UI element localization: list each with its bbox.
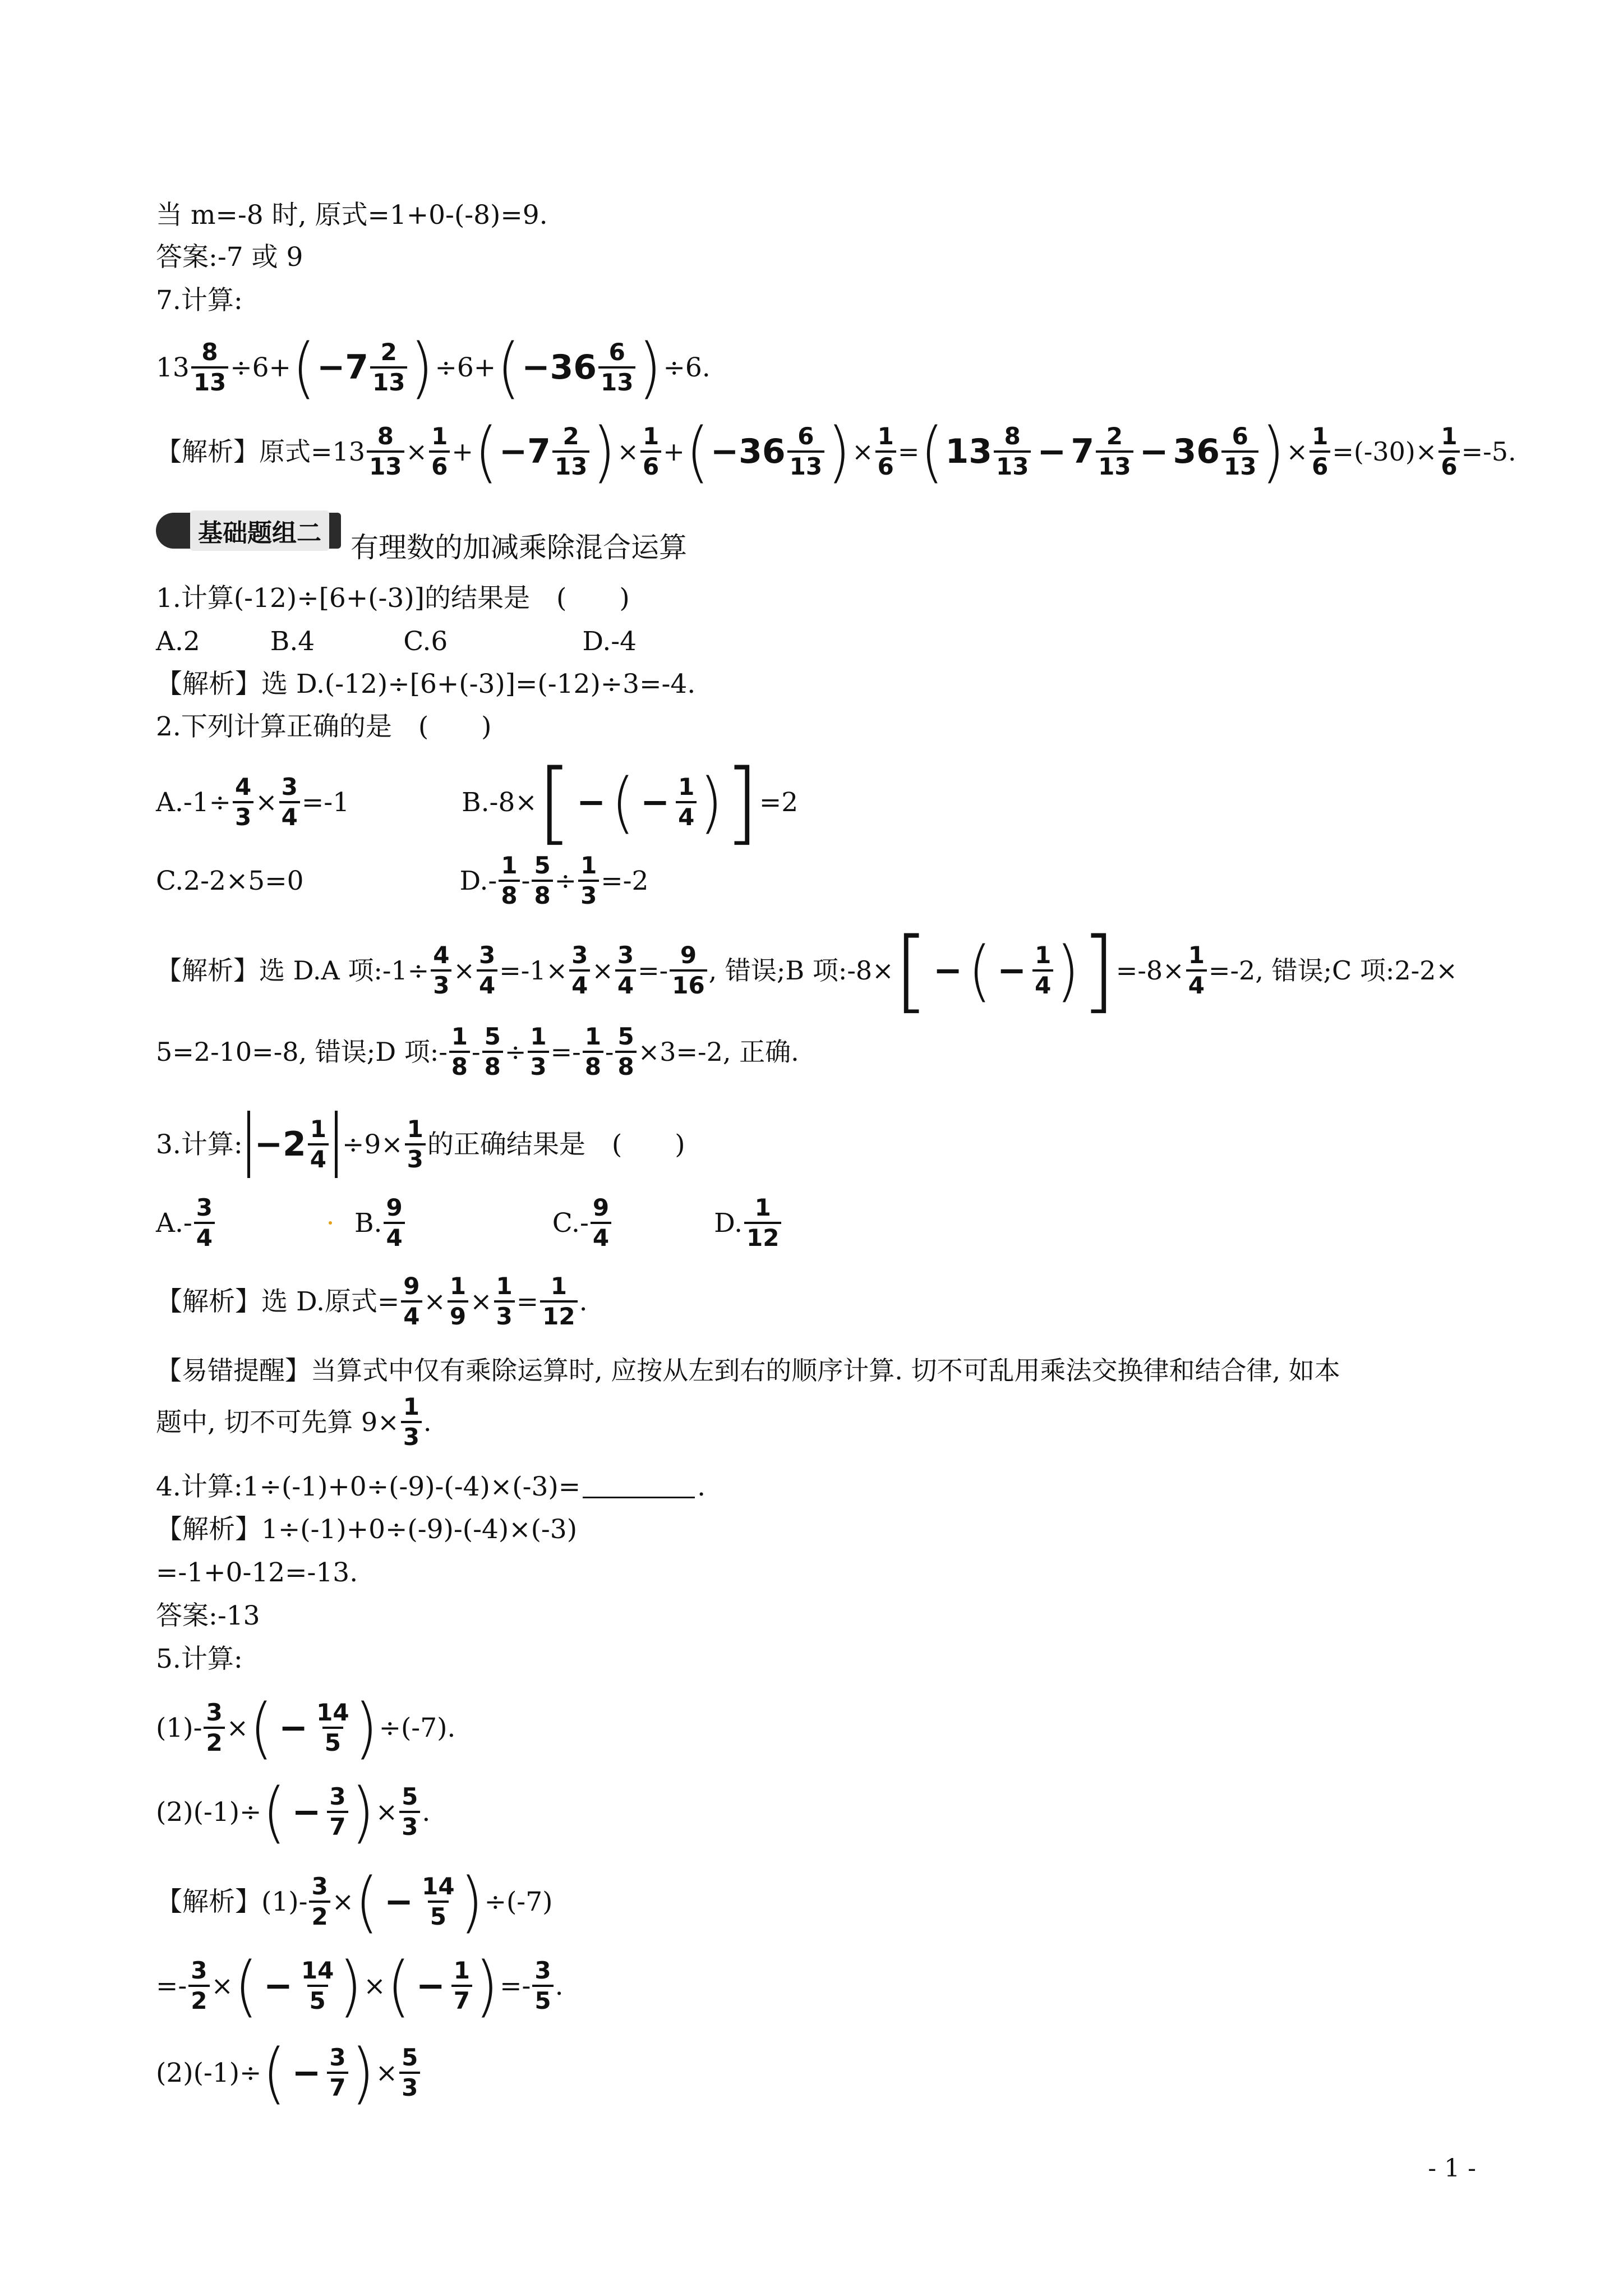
q4-answer-1: 【解析】1÷(-1)+0÷(-9)-(-4)×(-3) <box>156 1514 578 1545</box>
q3-stem: 3.计算: −2 $\frac{1}{4}$ ÷9× $\frac{1}{3}$ 的正确结果是 ( ) <box>156 1105 1477 1184</box>
q1-answer: 【解析】选 D.(-12)÷[6+(-3)]=(-12)÷3=-4. <box>156 669 696 700</box>
q1-stem: 1.计算(-12)÷[6+(-3)]的结果是 ( ) <box>156 583 630 614</box>
q2-answer-2: 5=2-10=-8, 错误;D 项:- $\frac{1}{8}$ - $\frac{5}{8}$ ÷ $\frac{1}{3}$ =- $\frac{1}{8}$ - $\frac{5}{8}$ ×3=-2, 正确. <box>156 1023 799 1080</box>
page-number: - 1 - <box>1428 2154 1476 2183</box>
q1-options: A.2 B.4 C.6 D.-4 <box>156 626 637 657</box>
q3-tip-1: 【易错提醒】当算式中仅有乘除运算时, 应按从左到右的顺序计算. 切不可乱用乘法交换律和结合律, 如本 <box>156 1355 1340 1386</box>
q7-expression: 13 $\frac{8}{13}$ ÷6+ ( −7 $\frac{2}{13}$ ) ÷6+ ( −36 $\frac{6}{13}$ ) ÷6. <box>156 329 711 406</box>
section-tag: 基础题组二 <box>156 513 341 549</box>
q2-answer-1: 【解析】选 D.A 项:-1÷ $\frac{4}{3}$ × $\frac{3}{4}$ =-1× $\frac{3}{4}$ × $\frac{3}{4}$ =- $\frac{9}{16}$ , 错误;B 项:-8× [ − ( − $\frac{1}{4}$ ) ] =-8× $\frac{1}{4}$ =-2, 错误;C 项:2-2× <box>156 918 1458 1023</box>
q3-answer: 【解析】选 D.原式= $\frac{9}{4}$ × $\frac{1}{9}$ × $\frac{1}{3}$ = $\frac{1}{12}$ . <box>156 1272 588 1330</box>
q5-answer-1: 【解析】(1)- $\frac{3}{2}$ × ( − $\frac{14}{5}$ ) ÷(-7) <box>156 1863 553 1940</box>
text-line: 当 m=-8 时, 原式=1+0-(-8)=9. <box>156 200 548 231</box>
q5-answer-2: =- $\frac{3}{2}$ × ( − $\frac{14}{5}$ ) × ( − $\frac{1}{7}$ ) =- $\frac{3}{5}$ . <box>156 1947 564 2024</box>
q5-stem: 5.计算: <box>156 1644 243 1674</box>
q4-answer-2: =-1+0-12=-13. <box>156 1557 358 1588</box>
q4-stem: 4.计算:1÷(-1)+0÷(-9)-(-4)×(-3)= . <box>156 1471 706 1502</box>
section-title: 有理数的加减乘除混合运算 <box>351 531 687 564</box>
q5-part2: (2)(-1)÷ ( − $\frac{3}{7}$ ) × $\frac{5}{3}$ . <box>156 1773 431 1851</box>
answer-blank <box>583 1475 695 1498</box>
q7-answer: 【解析】原式=13 $\frac{8}{13}$ × $\frac{1}{6}$ + ( −7 $\frac{2}{13}$ ) × $\frac{1}{6}$ + ( −36 $\frac{6}{13}$ ) × $\frac{1}{6}$ = ( 13 $\frac{8}{13}$ − 7 $\frac{2}{13}$ − 36 $\frac{6}{13}$ ) × $\frac{1}{6}$ =(-30)× $\frac{1}{6}$ =-5. <box>156 413 1516 490</box>
q3-options: A.- $\frac{3}{4}$ B. $\frac{9}{4}$ C.- $\frac{9}{4}$ D. $\frac{1}{12}$ <box>156 1189 1477 1257</box>
q2-stem: 2.下列计算正确的是 ( ) <box>156 711 492 742</box>
fraction: $\frac{8}{13}$ <box>191 341 228 394</box>
q2-options-cd: C.2-2×5=0 D.- $\frac{1}{8}$ - $\frac{5}{8}$ ÷ $\frac{1}{3}$ =-2 <box>156 852 649 909</box>
q5-part1: (1)- $\frac{3}{2}$ × ( − $\frac{14}{5}$ ) ÷(-7). <box>156 1689 456 1766</box>
q2-options-ab: A.-1÷ $\frac{4}{3}$ × $\frac{3}{4}$ =-1 B.-8× [ − ( − $\frac{1}{4}$ ) ] =2 <box>156 749 799 854</box>
q4-answer-3: 答案:-13 <box>156 1600 260 1631</box>
text-line: 答案:-7 或 9 <box>156 242 303 273</box>
q5-answer-3: (2)(-1)÷ ( − $\frac{3}{7}$ ) × $\frac{5}{3}$ <box>156 2036 1477 2109</box>
q3-tip-2: 题中, 切不可先算 9× $\frac{1}{3}$ . <box>156 1393 432 1451</box>
text-line: 7.计算: <box>156 285 243 316</box>
